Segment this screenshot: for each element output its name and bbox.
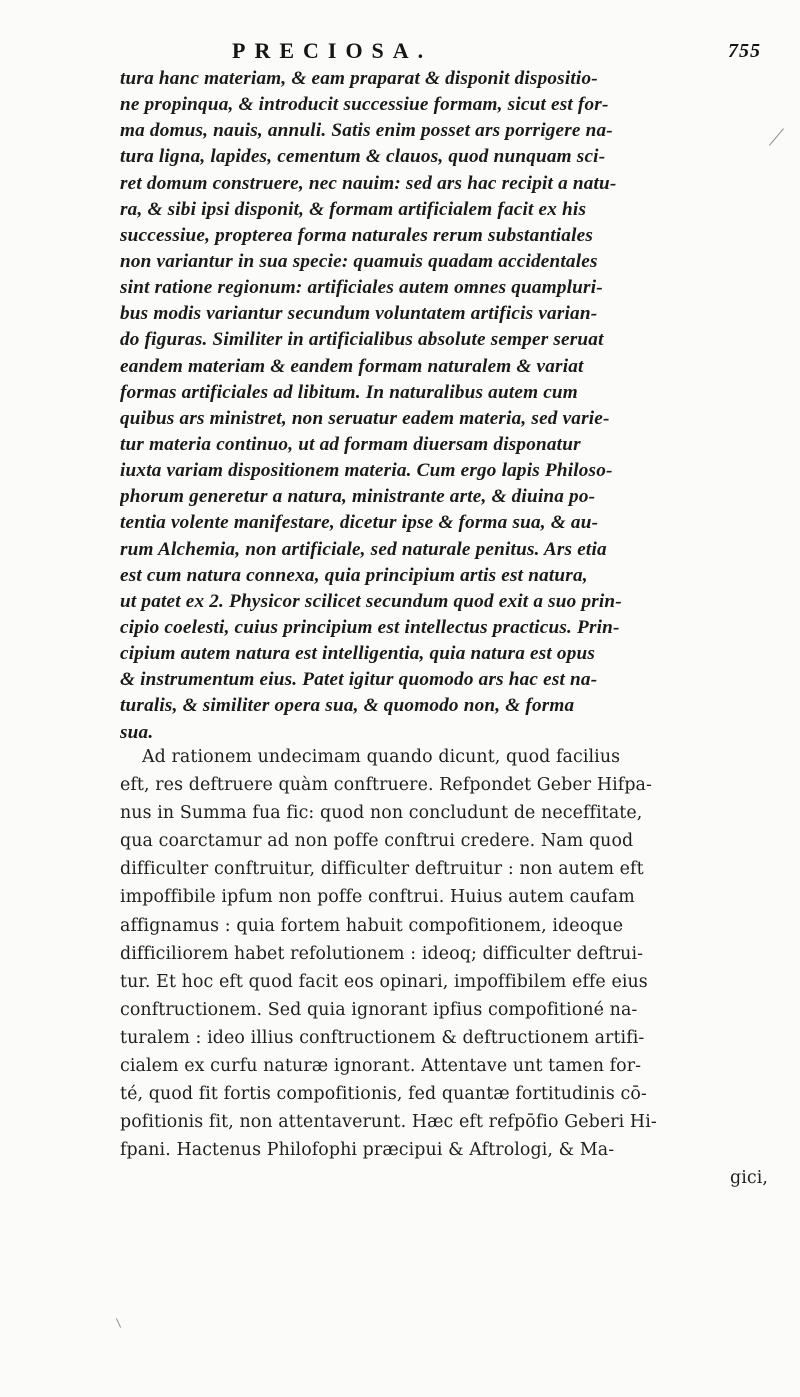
text-line: tur materia continuo, ut ad formam diuersam disponatur bbox=[120, 433, 581, 455]
text-line: qua coarctamur ad non poffe conftrui credere. Nam quod bbox=[120, 831, 634, 852]
page-number: 755 bbox=[728, 40, 761, 62]
text-line: eft, res deftruere quàm conftruere. Refpondet Geber Hifpa- bbox=[120, 775, 652, 796]
text-line: non variantur in sua specie: quamuis quadam accidentales bbox=[120, 250, 598, 272]
catchword-line: gici, bbox=[729, 1168, 768, 1189]
text-line: iuxta variam dispositionem materia. Cum ergo lapis Philoso- bbox=[120, 460, 613, 482]
text-line: impoffibile ipfum non poffe conftrui. Huius autem caufam bbox=[120, 887, 635, 908]
text-line: fpani. Hactenus Philofophi præcipui & Aftrologi, & Ma- bbox=[120, 1140, 615, 1161]
text-line: pofitionis fit, non attentaverunt. Hæc eft refpōfio Geberi Hi- bbox=[120, 1112, 657, 1133]
text-line: té, quod fit fortis compofitionis, fed quantæ fortitudinis cō- bbox=[120, 1084, 647, 1105]
text-line: ma domus, nauis, annuli. Satis enim posset ars porrigere na- bbox=[120, 120, 613, 142]
text-line: rum Alchemia, non artificiale, sed naturale penitus. Ars etia bbox=[120, 538, 607, 560]
text-line: tentia volente manifestare, dicetur ipse & forma sua, & au- bbox=[120, 512, 599, 534]
text-line: Ad rationem undecimam quando dicunt, quod facilius bbox=[142, 747, 621, 767]
running-title: PRECIOSA. bbox=[232, 38, 433, 63]
text-line: quibus ars ministret, non seruatur eadem materia, sed varie- bbox=[120, 407, 610, 429]
text-line: turalem : ideo illius conftructionem & deftructionem artifi- bbox=[120, 1027, 645, 1048]
text-line: ret domum construere, nec nauim: sed ars hac recipit a natu- bbox=[120, 172, 617, 194]
text-line: difficulter conftruitur, difficulter deftruitur : non autem eft bbox=[120, 859, 644, 880]
text-line: ut patet ex 2. Physicor scilicet secundum quod exit a suo prin- bbox=[120, 590, 622, 612]
text-line: cipium autem natura est intelligentia, quia natura est opus bbox=[120, 643, 596, 665]
text-line: cialem ex curfu naturæ ignorant. Attentave unt tamen for- bbox=[120, 1056, 642, 1077]
roman-paragraph bbox=[120, 743, 796, 1193]
text-line: difficiliorem habet refolutionem : ideoq; difficulter deftrui- bbox=[120, 943, 644, 964]
text-line: successiue, propterea forma naturales rerum substantiales bbox=[120, 224, 594, 246]
text-line: turalis, & similiter opera sua, & quomodo non, & forma bbox=[120, 695, 575, 717]
text-line: ra, & sibi ipsi disponit, & formam artificialem facit ex his bbox=[120, 198, 587, 220]
text-line: sua. bbox=[120, 721, 154, 743]
text-line: est cum natura connexa, quia principium artis est natura, bbox=[120, 564, 588, 586]
text-line: tur. Et hoc eft quod facit eos opinari, impoffibilem effe eius bbox=[120, 971, 648, 992]
text-line: eandem materiam & eandem formam naturalem & variat bbox=[120, 355, 584, 377]
text-line: cipio coelesti, cuius principium est intellectus practicus. Prin- bbox=[120, 616, 620, 638]
text-line: tura hanc materiam, & eam praparat & disponit dispositio- bbox=[120, 68, 598, 89]
text-line: phorum generetur a natura, ministrante arte, & diuina po- bbox=[120, 486, 596, 508]
page-header bbox=[0, 38, 800, 68]
text-line: conftructionem. Sed quia ignorant ipfius compofitioné na- bbox=[120, 999, 638, 1020]
text-line: tura ligna, lapides, cementum & clauos, quod nunquam sci- bbox=[120, 146, 606, 168]
stray-mark bbox=[116, 1318, 121, 1327]
text-line: & instrumentum eius. Patet igitur quomodo ars hac est na- bbox=[120, 669, 598, 691]
text-line: do figuras. Similiter in artificialibus absolute semper seruat bbox=[120, 329, 604, 351]
text-line: ne propinqua, & introducit successiue formam, sicut est for- bbox=[120, 94, 609, 116]
italic-paragraph bbox=[120, 66, 796, 746]
text-line: bus modis variantur secundum voluntatem artificis varian- bbox=[120, 303, 598, 325]
text-line: nus in Summa fua fic: quod non concludunt de neceffitate, bbox=[120, 803, 643, 824]
text-line: formas artificiales ad libitum. In naturalibus autem cum bbox=[120, 381, 578, 403]
text-line: sint ratione regionum: artificiales autem omnes quampluri- bbox=[120, 277, 603, 299]
text-line: affignamus : quia fortem habuit compofitionem, ideoque bbox=[120, 915, 624, 936]
